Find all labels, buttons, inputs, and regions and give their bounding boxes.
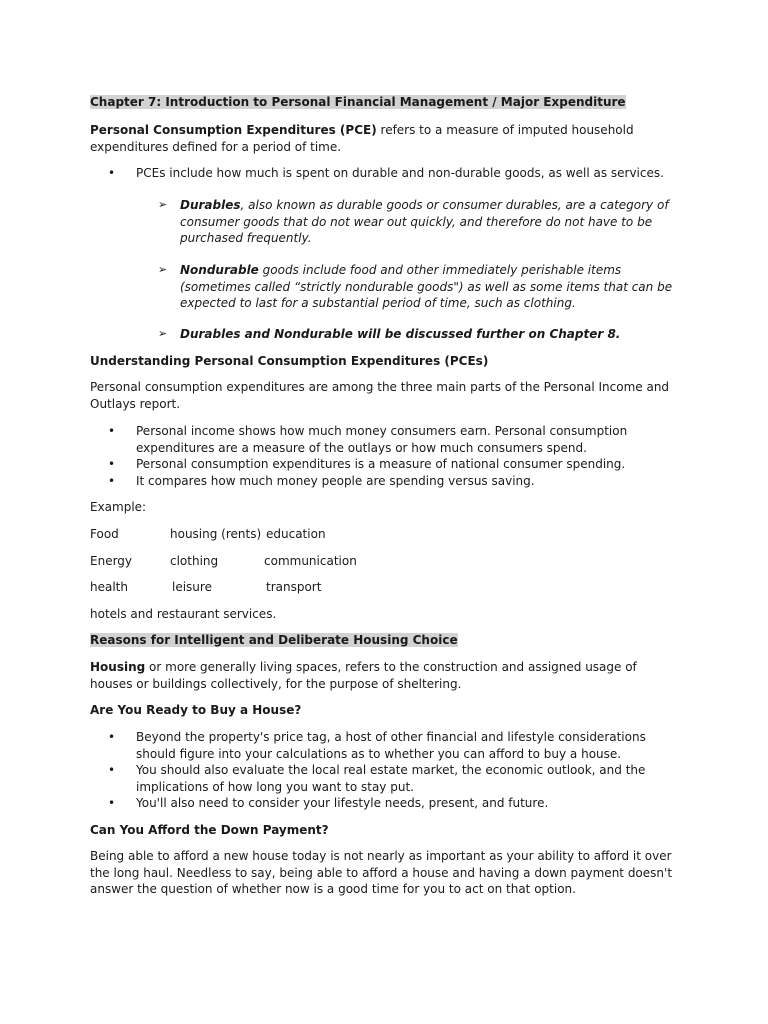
understanding-paragraph: Personal consumption expenditures are among the three main parts of the Personal Income and Outlays report. — [90, 380, 670, 411]
down-payment-heading: Can You Afford the Down Payment? — [90, 823, 329, 837]
housing-heading: Reasons for Intelligent and Deliberate Housing Choice — [90, 633, 458, 647]
durables-term: Durables — [180, 198, 241, 212]
arrow-bullet-icon: ➢ — [158, 198, 168, 211]
ready-heading: Are You Ready to Buy a House? — [90, 703, 302, 717]
bullet-icon: • — [108, 474, 116, 488]
example-cell: Energy — [90, 554, 133, 568]
example-cell: transport — [266, 580, 322, 594]
durables-item — [158, 197, 678, 247]
bullet-icon: • — [108, 424, 116, 438]
durables-text: , also known as durable goods or consumer durables, are a category of consumer goods that do not wear out quickly, and therefore do not have to be purchased frequently. — [180, 198, 669, 245]
housing-term: Housing — [90, 660, 146, 674]
nondurable-item — [158, 262, 678, 312]
understanding-bullet: • It compares how much money people are spending versus saving. — [108, 474, 535, 488]
pce-definition — [90, 122, 680, 155]
discussed-note: ➢ Durables and Nondurable will be discussed further on Chapter 8. — [158, 327, 621, 341]
example-cell: Food — [90, 527, 119, 541]
ready-bullet: • You'll also need to consider your lifestyle needs, present, and future. — [108, 796, 549, 810]
arrow-bullet-icon: ➢ — [158, 327, 168, 340]
chapter-heading: Chapter 7: Introduction to Personal Financial Management / Major Expenditure — [90, 95, 626, 109]
example-cell: health — [90, 580, 128, 594]
pce-definition-text: refers to a measure of imputed household expenditures defined for a period of time. — [90, 123, 634, 154]
example-cell: housing (rents) — [170, 527, 262, 541]
bullet-icon: • — [108, 457, 116, 471]
bullet-icon: • — [108, 730, 116, 744]
ready-bullet: • Beyond the property's price tag, a host of other financial and lifestyle considerations should figure into your calculations as to whether you can afford to buy a house. — [108, 730, 646, 761]
down-payment-paragraph: Being able to afford a new house today is not nearly as important as your ability to afford it over the long haul. Needless to say, being able to afford a house and having a down payment doesn't answer the question of whether now is a good time for you to act on that option. — [90, 849, 673, 896]
housing-definition-text: or more generally living spaces, refers to the construction and assigned usage of houses or buildings collectively, for the purpose of sheltering. — [90, 660, 637, 691]
example-cell: leisure — [172, 580, 212, 594]
example-tail: hotels and restaurant services. — [90, 607, 277, 621]
bullet-icon: • — [108, 796, 116, 810]
nondurable-text: goods include food and other immediately perishable items (sometimes called “strictly nondurable goods") as well as some items that can be expected to last for a substantial period of time, such as clothing. — [180, 263, 673, 310]
nondurable-term: Nondurable — [180, 263, 259, 277]
understanding-heading: Understanding Personal Consumption Expenditures (PCEs) — [90, 354, 489, 368]
bullet-icon: • — [108, 763, 116, 777]
understanding-bullet: • Personal income shows how much money consumers earn. Personal consumption expenditures are a measure of the outlays or how much consumers spend. — [108, 424, 628, 455]
understanding-bullet: • Personal consumption expenditures is a measure of national consumer spending. — [108, 457, 626, 471]
example-cell: communication — [264, 554, 357, 568]
ready-bullet: • You should also evaluate the local real estate market, the economic outlook, and the implications of how long you want to stay put. — [108, 763, 646, 794]
housing-definition — [90, 659, 680, 692]
pce-term: Personal Consumption Expenditures (PCE) — [90, 123, 377, 137]
pce-bullet: • PCEs include how much is spent on durable and non-durable goods, as well as services. — [108, 166, 664, 180]
example-label: Example: — [90, 500, 147, 514]
arrow-bullet-icon: ➢ — [158, 263, 168, 276]
example-cell: education — [266, 527, 326, 541]
example-cell: clothing — [170, 554, 219, 568]
bullet-icon: • — [108, 166, 116, 180]
